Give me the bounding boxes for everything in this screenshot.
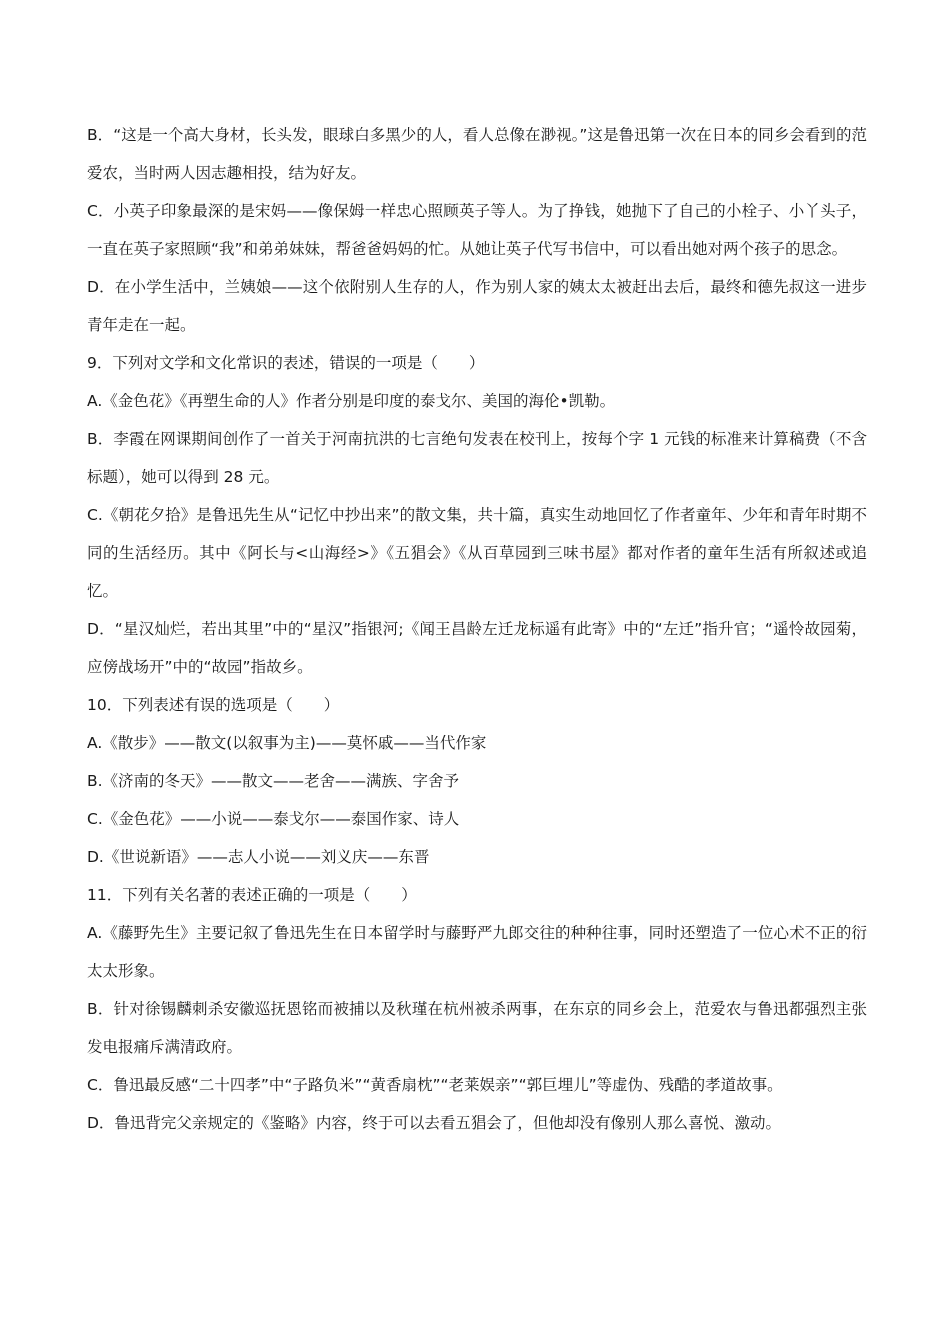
option-d-lanyiniang: D．在小学生活中，兰姨娘——这个依附别人生存的人，作为别人家的姨太太被赶出去后，最终和德先叔这一进步青年走在一起。 <box>87 278 867 334</box>
question-10-stem: 10．下列表述有误的选项是（ ） <box>87 696 340 714</box>
question-10-option-b: B.《济南的冬天》——散文——老舍——满族、字舍予 <box>87 772 460 790</box>
question-10-option-c: C.《金色花》——小说——泰戈尔——泰国作家、诗人 <box>87 810 460 828</box>
question-11-option-b: B．针对徐锡麟刺杀安徽巡抚恩铭而被捕以及秋瑾在杭州被杀两事，在东京的同乡会上，范爱农与鲁迅都强烈主张发电报痛斥满清政府。 <box>87 1000 867 1056</box>
question-11-option-d: D．鲁迅背完父亲规定的《鉴略》内容，终于可以去看五猖会了，但他却没有像别人那么喜悦、激动。 <box>87 1114 781 1132</box>
question-11-stem: 11．下列有关名著的表述正确的一项是（ ） <box>87 886 417 904</box>
question-11-option-c: C．鲁迅最反感“二十四孝”中“子路负米”“黄香扇枕”“老莱娱亲”“郭巨埋儿”等虚伪、残酷的孝道故事。 <box>87 1076 783 1094</box>
question-11-option-a: A.《藤野先生》主要记叙了鲁迅先生在日本留学时与藤野严九郎交往的种种往事，同时还塑造了一位心术不正的衍太太形象。 <box>87 924 867 980</box>
question-9-stem: 9．下列对文学和文化常识的表述，错误的一项是（ ） <box>87 354 485 372</box>
question-9-option-c: C.《朝花夕拾》是鲁迅先生从“记忆中抄出来”的散文集，共十篇，真实生动地回忆了作者童年、少年和青年时期不同的生活经历。其中《阿长与<山海经>》《五猖会》《从百草园到三味书屋》都对作者的童年生活有所叙述或追忆。 <box>87 506 867 600</box>
question-10-option-d: D.《世说新语》——志人小说——刘义庆——东晋 <box>87 848 430 866</box>
question-9-option-b: B．李霞在网课期间创作了一首关于河南抗洪的七言绝句发表在校刊上，按每个字 1 元钱的标准来计算稿费（不含标题），她可以得到 28 元。 <box>87 430 867 486</box>
option-b-fanainong: B．“这是一个高大身材，长头发，眼球白多黑少的人，看人总像在渺视。”这是鲁迅第一次在日本的同乡会看到的范爱农，当时两人因志趣相投，结为好友。 <box>87 126 867 182</box>
question-9-option-d: D．“星汉灿烂，若出其里”中的“星汉”指银河;《闻王昌龄左迁龙标遥有此寄》中的“左迁”指升官；“遥怜故园菊，应傍战场开”中的“故园”指故乡。 <box>87 620 867 676</box>
option-c-songma: C．小英子印象最深的是宋妈——像保姆一样忠心照顾英子等人。为了挣钱，她抛下了自己的小栓子、小丫头子，一直在英子家照顾“我”和弟弟妹妹，帮爸爸妈妈的忙。从她让英子代写书信中，可以看出她对两个孩子的思念。 <box>87 202 867 258</box>
question-10-option-a: A.《散步》——散文(以叙事为主)——莫怀戚——当代作家 <box>87 734 487 752</box>
document-body <box>87 116 867 1142</box>
question-9-option-a: A.《金色花》《再塑生命的人》作者分别是印度的泰戈尔、美国的海伦•凯勒。 <box>87 392 616 410</box>
